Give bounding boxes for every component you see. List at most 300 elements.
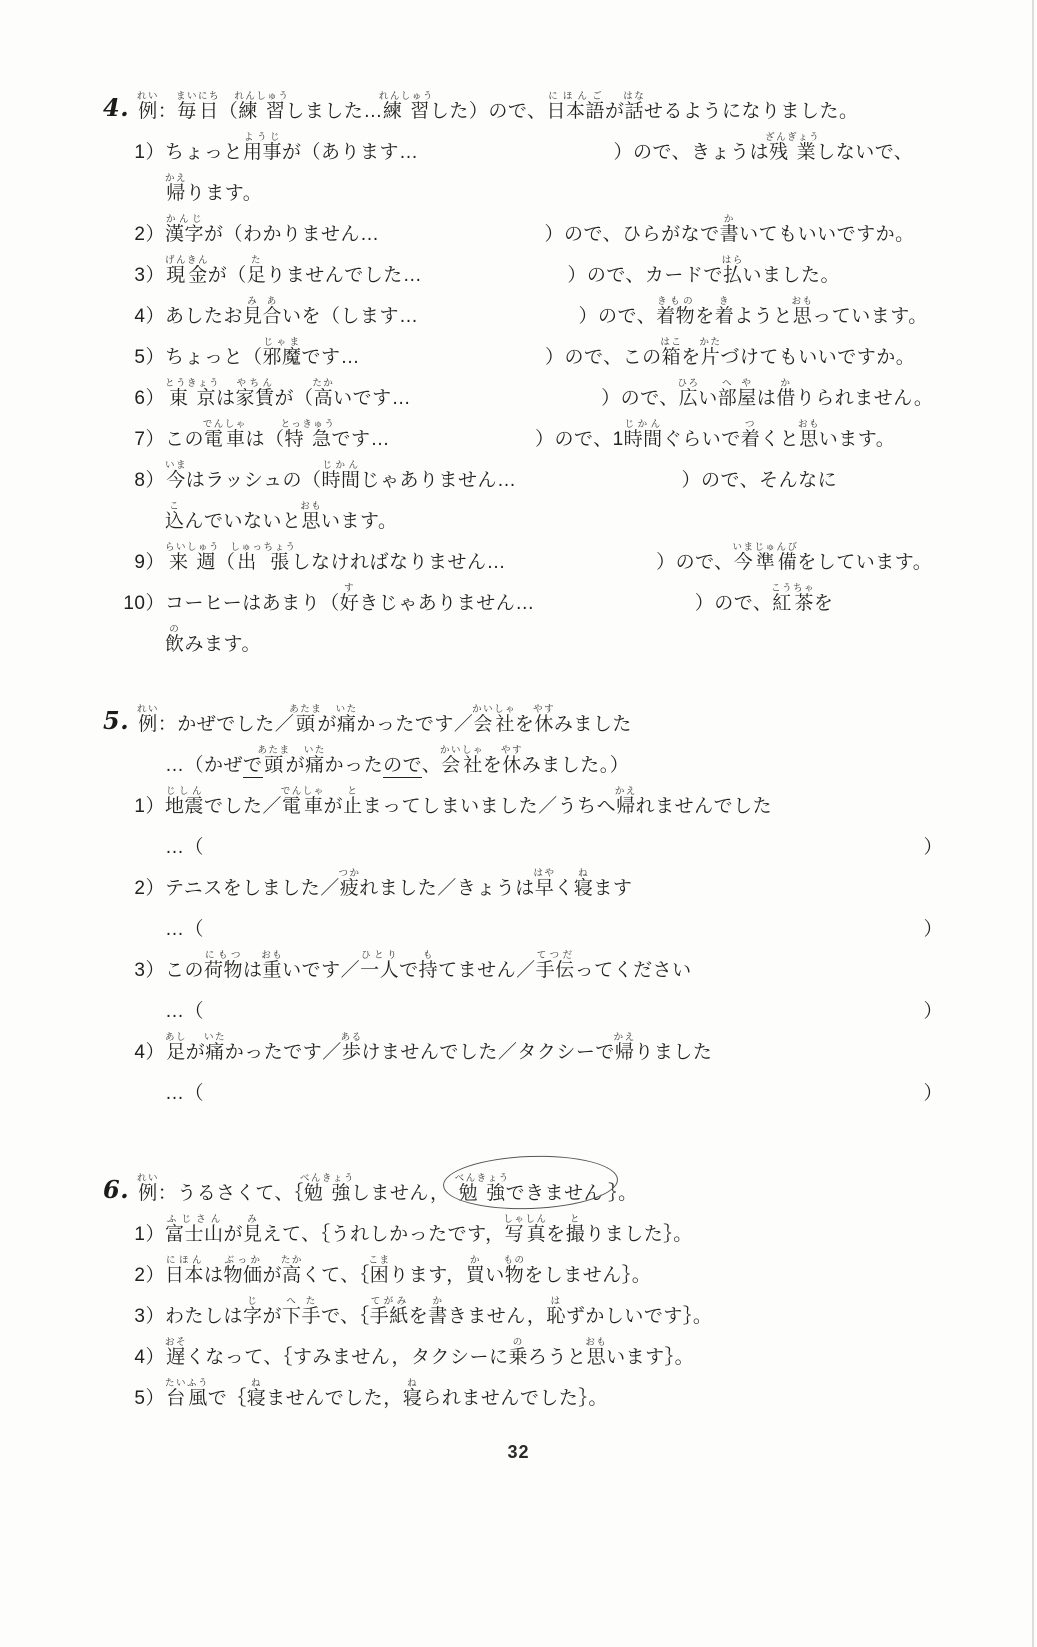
ruby-word: 帰かえ: [613, 1032, 636, 1064]
ruby-word: 乗の: [508, 1337, 529, 1369]
ruby-word: 頭あたま: [289, 704, 323, 736]
text-run: りました｝。: [585, 1224, 693, 1246]
furigana: べんきょう: [299, 1173, 355, 1185]
ruby-word: 手紙てがみ: [369, 1296, 409, 1328]
ruby-word: 時間じかん: [623, 419, 663, 451]
furigana: こま: [368, 1255, 391, 1267]
item-number: 2）: [134, 878, 165, 900]
furigana: と: [565, 1214, 586, 1226]
answer-blank: [419, 321, 579, 322]
ruby-word: 着つ: [740, 419, 761, 451]
furigana: はや: [533, 868, 556, 880]
text-run: で: [243, 755, 263, 777]
text-run: ）ので、ひらがなで: [544, 224, 720, 246]
text-run: くと: [760, 429, 800, 451]
furigana: もの: [503, 1255, 526, 1267]
text-line: [123, 416, 987, 452]
text-run: りました: [634, 1042, 713, 1064]
furigana: じゃま: [262, 337, 302, 349]
ruby-word: 寝ね: [402, 1378, 423, 1410]
furigana: れい: [137, 91, 160, 103]
text-line: [123, 539, 987, 575]
text-run: はラッシュの（: [185, 470, 322, 492]
ruby-word: 書か: [719, 214, 740, 246]
furigana: きもの: [656, 296, 696, 308]
text-run: んでいないと: [184, 511, 302, 533]
answer-blank: [419, 157, 614, 158]
text-run: は: [204, 1265, 224, 1287]
ruby-word: 特急とっきゅう: [280, 419, 336, 451]
text-run: は: [243, 960, 263, 982]
furigana: でんしゃ: [202, 419, 247, 431]
answer-close-paren: ）: [923, 1001, 943, 1023]
text-run: を: [681, 347, 701, 369]
text-run: で｛: [207, 1388, 247, 1410]
text-run: います。: [818, 429, 896, 451]
text-line: [123, 211, 987, 247]
answer-write-space: [204, 837, 923, 838]
line-content: [165, 950, 692, 983]
furigana: の: [508, 1337, 529, 1349]
furigana: き: [714, 296, 735, 308]
furigana: れい: [137, 704, 160, 716]
ruby-word: 撮と: [565, 1214, 586, 1246]
furigana: じゅんび: [754, 542, 799, 554]
text-run: が: [185, 1042, 206, 1064]
furigana: しゅっちょう: [230, 542, 297, 554]
furigana: あたま: [289, 704, 323, 716]
ruby-word: 買か: [465, 1255, 486, 1287]
text-run: せるようになりました。: [644, 101, 859, 123]
text-line: [123, 988, 987, 1024]
furigana: おも: [791, 296, 814, 308]
text-run: かった: [324, 755, 384, 777]
text-run: この: [165, 960, 205, 982]
furigana: てつだ: [535, 950, 575, 962]
text-run: です…: [331, 429, 390, 451]
ruby-word: 重おも: [261, 950, 284, 982]
furigana: の: [165, 624, 185, 636]
furigana: ある: [340, 1032, 363, 1044]
circled-answer: [450, 1173, 609, 1206]
text-run: ）ので、きょうは: [613, 142, 770, 164]
item-number: 5）: [134, 1388, 165, 1410]
text-run: 、: [421, 755, 442, 777]
text-run: ます: [593, 878, 633, 900]
ruby-word: 日本語にほんご: [546, 91, 605, 123]
text-run: うるさくて、｛: [177, 1183, 304, 1205]
text-line: [123, 457, 987, 493]
answer-blank: [422, 280, 567, 281]
text-run: しなければなりません…: [291, 552, 507, 574]
text-run: は: [216, 388, 236, 410]
answer-blank: [390, 444, 535, 445]
furigana: でんしゃ: [280, 786, 325, 798]
line-content: [165, 1378, 608, 1411]
text-run: で: [399, 960, 419, 982]
ruby-word: 富士山ふじさん: [165, 1214, 224, 1246]
ruby-word: 休やす: [501, 745, 524, 777]
text-run: みました: [553, 714, 632, 736]
furigana: は: [546, 1296, 566, 1308]
text-line: [123, 742, 987, 778]
text-line: [123, 1070, 987, 1106]
ruby-word: 勉強べんきょう: [299, 1173, 355, 1205]
text-run: かったです／: [356, 714, 474, 736]
line-content: [165, 1337, 694, 1370]
answer-blank: [411, 403, 601, 404]
text-run: りられません。: [795, 388, 934, 410]
text-run: ）ので、: [656, 552, 734, 574]
section-number: 6.: [103, 1175, 130, 1205]
furigana: おも: [261, 950, 284, 962]
text-line: [123, 1211, 987, 1247]
ruby-word: 紅茶こうちゃ: [771, 583, 816, 615]
furigana: にほん: [165, 1255, 205, 1267]
furigana: たか: [280, 1255, 303, 1267]
text-run: ：: [157, 101, 178, 123]
ruby-word: 例れい: [137, 91, 160, 123]
line-content: [165, 745, 629, 778]
text-run: ：: [157, 714, 178, 736]
line-content: [165, 786, 772, 819]
answer-write-space: [204, 1083, 923, 1084]
text-line: [123, 375, 987, 411]
item-number: 1）: [134, 796, 165, 818]
ruby-word: 用事ようじ: [243, 132, 283, 164]
furigana: かいしゃ: [439, 745, 484, 757]
furigana: た: [246, 255, 267, 267]
ruby-word: 箱はこ: [660, 337, 683, 369]
furigana: いた: [335, 704, 358, 716]
text-run: ります，: [389, 1265, 466, 1287]
answer-blank: [380, 239, 545, 240]
ruby-word: 練習れんしゅう: [234, 91, 290, 123]
text-run: が（わかりません…: [204, 224, 380, 246]
line-content: [165, 378, 933, 411]
text-run: が: [317, 714, 337, 736]
text-run: ちょっと: [165, 142, 244, 164]
item-number: 4）: [134, 306, 165, 328]
furigana: こうちゃ: [771, 583, 816, 595]
ruby-word: 時間じかん: [321, 460, 361, 492]
text-run: しました…: [285, 101, 383, 123]
furigana: にもつ: [204, 950, 244, 962]
item-number: 7）: [134, 429, 165, 451]
item-number: 4）: [134, 1042, 165, 1064]
item-number: 4）: [134, 1347, 165, 1369]
ruby-word: 休やす: [533, 704, 556, 736]
text-run: わたしは: [165, 1306, 244, 1328]
answer-open-paren: …（: [165, 837, 205, 859]
furigana: いた: [204, 1032, 227, 1044]
furigana: いま: [732, 542, 755, 554]
ruby-word: 下手へた: [282, 1296, 322, 1328]
ruby-word: 今いま: [165, 460, 188, 492]
answer-blank: [517, 485, 682, 486]
furigana: あたま: [257, 745, 291, 757]
line-content: [165, 214, 915, 247]
furigana: らいしゅう: [165, 542, 221, 554]
text-run: みました。）: [521, 755, 630, 777]
item-number: 9）: [134, 552, 165, 574]
ruby-word: 払はら: [721, 255, 744, 287]
text-run: きません，: [447, 1306, 547, 1328]
furigana: べんきょう: [454, 1173, 510, 1185]
text-run: います｝。: [606, 1347, 695, 1369]
text-run: ずかしいです｝。: [565, 1306, 713, 1328]
text-run: が（: [274, 388, 314, 410]
text-run: が: [262, 1306, 283, 1328]
text-line: [123, 1029, 987, 1065]
text-line: [123, 824, 987, 860]
text-run: てません／: [438, 960, 536, 982]
text-run: ってください: [574, 960, 692, 982]
text-run: を: [408, 1306, 429, 1328]
text-line: [123, 865, 987, 901]
text-line: [123, 498, 987, 534]
furigana: ふじさん: [165, 1214, 224, 1226]
text-run: ちょっと（: [165, 347, 263, 369]
furigana: とっきゅう: [280, 419, 336, 431]
text-run: …（かぜ: [165, 755, 244, 777]
furigana: ざんぎょう: [765, 132, 821, 144]
ruby-word: 帰かえ: [614, 786, 637, 818]
ruby-word: 来週らいしゅう: [165, 542, 221, 574]
text-run: ります。: [185, 183, 263, 205]
ruby-word: 寝ね: [573, 868, 594, 900]
text-run: ようと: [734, 306, 793, 328]
text-run: をしています。: [797, 552, 933, 574]
text-line: [103, 88, 987, 124]
text-run: しません，: [350, 1183, 450, 1205]
text-run: が: [285, 755, 306, 777]
furigana: ね: [573, 868, 594, 880]
ruby-word: 写真しゃしん: [503, 1214, 548, 1246]
text-run: いました。: [742, 265, 840, 287]
text-run: ので: [383, 755, 422, 777]
ruby-word: 会社かいしゃ: [472, 704, 517, 736]
ruby-word: 現金げんきん: [165, 255, 210, 287]
furigana: たいふう: [165, 1378, 210, 1390]
page-number: 32: [507, 1442, 530, 1462]
ruby-word: 家賃やちん: [235, 378, 275, 410]
ruby-word: 台風たいふう: [165, 1378, 210, 1410]
line-content: [165, 255, 840, 288]
text-line: [123, 783, 987, 819]
text-run: いを（します…: [282, 306, 419, 328]
text-run: えて、｛うれしかったです，: [262, 1224, 505, 1246]
text-run: ：: [157, 1183, 178, 1205]
item-number: 3）: [134, 960, 165, 982]
ruby-word: 足あし: [165, 1032, 188, 1064]
ruby-word: 込こ: [165, 501, 185, 533]
text-run: づけてもいいですか。: [720, 347, 916, 369]
furigana: ね: [402, 1378, 423, 1390]
ruby-word: 毎日まいにち: [176, 91, 221, 123]
text-run: ）ので、: [578, 306, 657, 328]
ruby-word: 例れい: [137, 704, 160, 736]
ruby-word: 着物きもの: [656, 296, 696, 328]
ruby-word: 地震じしん: [165, 786, 205, 818]
answer-close-paren: ）: [923, 837, 943, 859]
text-line: [123, 580, 987, 616]
item-number: 3）: [134, 265, 165, 287]
item-number: 5）: [134, 347, 165, 369]
furigana: じ: [243, 1296, 263, 1308]
text-line: [123, 906, 987, 942]
furigana: おも: [585, 1337, 608, 1349]
text-run: ）ので、そんなに: [681, 470, 838, 492]
furigana: まいにち: [176, 91, 221, 103]
text-run: をしません｝。: [524, 1265, 652, 1287]
line-content: [137, 704, 632, 737]
ruby-word: 疲つか: [338, 868, 361, 900]
text-run: いです／: [282, 960, 361, 982]
text-run: （: [218, 101, 239, 123]
furigana: ひろ: [677, 378, 700, 390]
ruby-word: 話はな: [623, 91, 646, 123]
text-run: くて、｛: [301, 1265, 370, 1287]
text-run: じゃありません…: [360, 470, 517, 492]
ruby-word: 漢字かんじ: [165, 214, 205, 246]
line-content: [165, 868, 632, 901]
answer-write-space: [204, 1001, 923, 1002]
text-line: [123, 947, 987, 983]
text-run: コーヒーはあまり（: [165, 593, 340, 615]
section-number: 5.: [103, 706, 130, 736]
text-line: [123, 1375, 987, 1411]
text-line: [103, 701, 987, 737]
ruby-word: 広ひろ: [677, 378, 700, 410]
furigana: おも: [797, 419, 820, 431]
ruby-word: 思おも: [797, 419, 820, 451]
text-run: かったです／: [224, 1042, 342, 1064]
answer-open-paren: …（: [165, 1001, 205, 1023]
ruby-word: 思おも: [791, 296, 814, 328]
ruby-word: 足た: [246, 255, 267, 287]
text-run: を: [546, 1224, 566, 1246]
text-run: ）ので、: [694, 593, 773, 615]
text-run: かぜでした／: [177, 714, 295, 736]
text-line: [123, 129, 987, 165]
answer-open-paren: …（: [165, 919, 205, 941]
furigana: みあ: [243, 296, 283, 308]
furigana: はら: [721, 255, 744, 267]
text-run: が: [323, 796, 344, 818]
scan-edge-shadow: [1032, 0, 1034, 1647]
ruby-word: 物価ぶっか: [223, 1255, 263, 1287]
line-content: [137, 91, 859, 124]
text-line: [123, 621, 987, 657]
ruby-word: 勉強べんきょう: [454, 1173, 510, 1205]
furigana: ぶっか: [223, 1255, 263, 1267]
furigana: れんしゅう: [378, 91, 434, 103]
line-content: [165, 624, 261, 657]
furigana: れい: [137, 1173, 160, 1185]
answer-blank: [360, 362, 545, 363]
ruby-word: 好す: [339, 583, 360, 615]
furigana: も: [418, 950, 439, 962]
furigana: へた: [282, 1296, 322, 1308]
text-line: [103, 1170, 987, 1206]
text-run: いてもいいですか。: [739, 224, 915, 246]
item-number: 6）: [134, 388, 165, 410]
line-content: [165, 1255, 651, 1288]
text-run: です…: [301, 347, 361, 369]
furigana: とうきょう: [165, 378, 221, 390]
item-number: 1）: [134, 142, 165, 164]
ruby-word: 日本にほん: [165, 1255, 205, 1287]
furigana: いた: [303, 745, 326, 757]
furigana: げんきん: [165, 255, 210, 267]
text-run: した）ので、: [429, 101, 547, 123]
ruby-word: 痛いた: [204, 1032, 227, 1064]
text-run: ませんでした，: [266, 1388, 403, 1410]
furigana: てがみ: [369, 1296, 409, 1308]
furigana: かえ: [165, 173, 188, 185]
ruby-word: 寝ね: [246, 1378, 267, 1410]
text-run: います。: [321, 511, 398, 533]
line-content: [165, 132, 913, 165]
text-run: れました／きょうは: [359, 878, 535, 900]
text-run: は: [756, 388, 777, 410]
furigana: み: [243, 1214, 263, 1226]
line-content: [165, 583, 833, 616]
text-run: ｝。: [608, 1183, 638, 1205]
furigana: かえ: [613, 1032, 636, 1044]
text-line: [123, 1293, 987, 1329]
furigana: おも: [300, 501, 323, 513]
furigana: かた: [699, 337, 722, 349]
text-run: ）ので、この: [545, 347, 662, 369]
furigana: じかん: [321, 460, 361, 472]
ruby-word: 持も: [418, 950, 439, 982]
text-run: を: [482, 755, 503, 777]
ruby-word: 痛いた: [303, 745, 326, 777]
ruby-word: 高たか: [280, 1255, 303, 1287]
text-line: [123, 293, 987, 329]
ruby-word: 準備じゅんび: [754, 542, 799, 574]
furigana: ひとり: [360, 950, 400, 962]
text-run: は（: [245, 429, 285, 451]
ruby-word: 電車でんしゃ: [280, 786, 325, 818]
ruby-word: 例れい: [137, 1173, 160, 1205]
text-run: い: [485, 1265, 505, 1287]
ruby-word: 残業ざんぎょう: [765, 132, 821, 164]
ruby-word: 困こま: [368, 1255, 391, 1287]
furigana: す: [339, 583, 360, 595]
line-content: [165, 419, 895, 452]
text-run: ）ので、: [601, 388, 679, 410]
answer-blank: [506, 567, 656, 568]
ruby-word: 見み: [243, 1214, 263, 1246]
text-run: を: [695, 306, 715, 328]
furigana: はな: [623, 91, 646, 103]
line-content: [165, 837, 943, 860]
exercise-section-4: [103, 88, 987, 657]
text-run: まってしまいました／うちへ: [362, 796, 617, 818]
text-run: れませんでした: [635, 796, 773, 818]
text-run: ）ので、カードで: [567, 265, 723, 287]
item-number: 3）: [134, 1306, 165, 1328]
ruby-word: 荷物にもつ: [204, 950, 244, 982]
item-number: 1）: [134, 1224, 165, 1246]
text-run: くなって、｛すみません，タクシーに: [185, 1347, 509, 1369]
furigana: にほんご: [546, 91, 605, 103]
text-run: きじゃありません…: [359, 593, 535, 615]
answer-close-paren: ）: [923, 1083, 943, 1105]
